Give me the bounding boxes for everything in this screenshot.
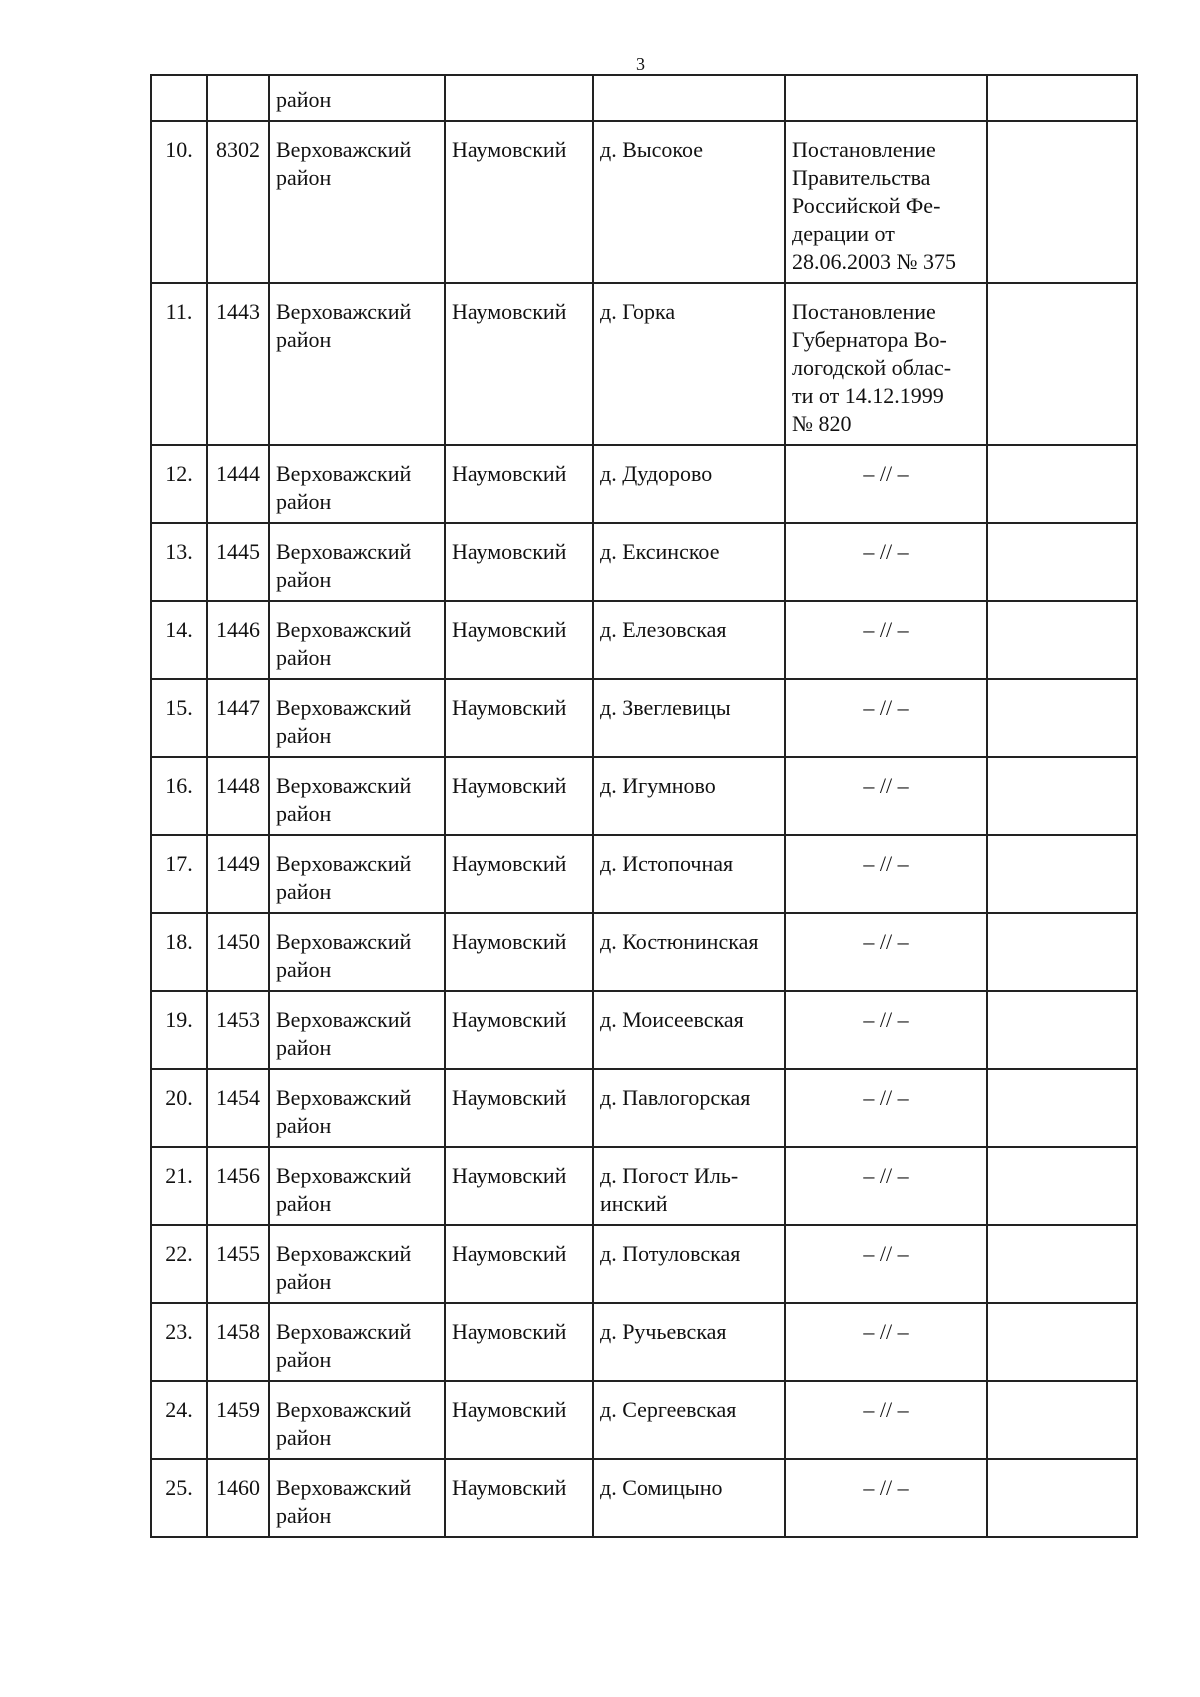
- settlement-name: Наумовский: [445, 1147, 593, 1225]
- document-line: – // –: [863, 851, 909, 876]
- notes-cell: [987, 679, 1137, 757]
- row-number: 25.: [151, 1459, 207, 1537]
- table-row: [151, 1381, 1137, 1459]
- district-name: Верховажский район: [269, 1147, 445, 1225]
- document-reference: [785, 523, 987, 601]
- table-row: [151, 991, 1137, 1069]
- document-line: – // –: [863, 773, 909, 798]
- row-number: 16.: [151, 757, 207, 835]
- object-code: 1445: [207, 523, 269, 601]
- object-code: 1455: [207, 1225, 269, 1303]
- object-code: 1446: [207, 601, 269, 679]
- row-number: 21.: [151, 1147, 207, 1225]
- document-reference: [785, 121, 987, 283]
- notes-cell: [987, 523, 1137, 601]
- table-row: [151, 835, 1137, 913]
- row-number: 24.: [151, 1381, 207, 1459]
- object-code: 1458: [207, 1303, 269, 1381]
- document-reference: [785, 991, 987, 1069]
- row-number: 10.: [151, 121, 207, 283]
- settlement-name: Наумовский: [445, 121, 593, 283]
- settlement-name: Наумовский: [445, 679, 593, 757]
- cell-notes: [987, 75, 1137, 121]
- notes-cell: [987, 913, 1137, 991]
- locality-name: д. Погост Иль-инский: [593, 1147, 785, 1225]
- table-row: [151, 1225, 1137, 1303]
- notes-cell: [987, 991, 1137, 1069]
- table-row: [151, 121, 1137, 283]
- row-number: 12.: [151, 445, 207, 523]
- document-line: – // –: [863, 1085, 909, 1110]
- settlement-name: Наумовский: [445, 283, 593, 445]
- settlement-name: Наумовский: [445, 757, 593, 835]
- settlement-name: Наумовский: [445, 523, 593, 601]
- table-row: [151, 601, 1137, 679]
- locality-name: д. Ексинское: [593, 523, 785, 601]
- document-line: – // –: [863, 695, 909, 720]
- notes-cell: [987, 445, 1137, 523]
- district-name: Верховажский район: [269, 679, 445, 757]
- cell-locality: [593, 75, 785, 121]
- document-reference: [785, 1459, 987, 1537]
- row-number: 11.: [151, 283, 207, 445]
- locality-name: д. Ручьевская: [593, 1303, 785, 1381]
- locality-name: д. Моисеевская: [593, 991, 785, 1069]
- row-number: 20.: [151, 1069, 207, 1147]
- document-line: 28.06.2003 № 375: [792, 249, 956, 274]
- row-number: 14.: [151, 601, 207, 679]
- object-code: 1443: [207, 283, 269, 445]
- registry-table: [150, 74, 1138, 1538]
- district-name: Верховажский район: [269, 991, 445, 1069]
- document-line: – // –: [863, 539, 909, 564]
- document-line: Российской Фе-: [792, 193, 941, 218]
- document-line: – // –: [863, 461, 909, 486]
- notes-cell: [987, 1303, 1137, 1381]
- locality-name: д. Елезовская: [593, 601, 785, 679]
- district-name: Верховажский район: [269, 601, 445, 679]
- document-line: – // –: [863, 1163, 909, 1188]
- table-row: [151, 1147, 1137, 1225]
- settlement-name: Наумовский: [445, 1225, 593, 1303]
- row-number: 17.: [151, 835, 207, 913]
- document-line: – // –: [863, 1397, 909, 1422]
- locality-name: д. Высокое: [593, 121, 785, 283]
- table-row: [151, 1069, 1137, 1147]
- document-line: Постановление: [792, 137, 936, 162]
- cell-settlement: [445, 75, 593, 121]
- cell-code: [207, 75, 269, 121]
- cell-district: район: [269, 75, 445, 121]
- table-row: [151, 913, 1137, 991]
- district-name: Верховажский район: [269, 1069, 445, 1147]
- document-reference: [785, 913, 987, 991]
- district-name: Верховажский район: [269, 757, 445, 835]
- table-row: [151, 523, 1137, 601]
- table-row: [151, 757, 1137, 835]
- notes-cell: [987, 1459, 1137, 1537]
- document-reference: [785, 1225, 987, 1303]
- row-number: 19.: [151, 991, 207, 1069]
- document-reference: [785, 1069, 987, 1147]
- notes-cell: [987, 757, 1137, 835]
- object-code: 1449: [207, 835, 269, 913]
- document-line: – // –: [863, 1241, 909, 1266]
- locality-name: д. Горка: [593, 283, 785, 445]
- document-reference: [785, 601, 987, 679]
- object-code: 1460: [207, 1459, 269, 1537]
- locality-name: д. Костюнинская: [593, 913, 785, 991]
- district-name: Верховажский район: [269, 913, 445, 991]
- document-line: – // –: [863, 617, 909, 642]
- settlement-name: Наумовский: [445, 445, 593, 523]
- object-code: 1447: [207, 679, 269, 757]
- settlement-name: Наумовский: [445, 601, 593, 679]
- document-line: № 820: [792, 411, 852, 436]
- locality-name: д. Сомицыно: [593, 1459, 785, 1537]
- object-code: 1456: [207, 1147, 269, 1225]
- table-row: [151, 283, 1137, 445]
- district-name: Верховажский район: [269, 523, 445, 601]
- settlement-name: Наумовский: [445, 1381, 593, 1459]
- document-reference: [785, 1303, 987, 1381]
- document-reference: [785, 835, 987, 913]
- table-row: [151, 1303, 1137, 1381]
- document-line: логодской облас-: [792, 355, 952, 380]
- table-row: [151, 1459, 1137, 1537]
- table-row: [151, 445, 1137, 523]
- document-reference: [785, 445, 987, 523]
- district-name: Верховажский район: [269, 283, 445, 445]
- object-code: 1444: [207, 445, 269, 523]
- document-reference: [785, 283, 987, 445]
- cell-num: [151, 75, 207, 121]
- document-reference: [785, 1147, 987, 1225]
- locality-name: д. Сергеевская: [593, 1381, 785, 1459]
- settlement-name: Наумовский: [445, 1459, 593, 1537]
- object-code: 1454: [207, 1069, 269, 1147]
- notes-cell: [987, 601, 1137, 679]
- district-name: Верховажский район: [269, 445, 445, 523]
- settlement-name: Наумовский: [445, 1303, 593, 1381]
- object-code: 1453: [207, 991, 269, 1069]
- document-reference: [785, 757, 987, 835]
- table-row: [151, 679, 1137, 757]
- settlement-name: Наумовский: [445, 1069, 593, 1147]
- settlement-name: Наумовский: [445, 913, 593, 991]
- locality-name: д. Дудорово: [593, 445, 785, 523]
- document-line: – // –: [863, 1007, 909, 1032]
- settlement-name: Наумовский: [445, 835, 593, 913]
- document-line: Постановление: [792, 299, 936, 324]
- locality-name: д. Игумново: [593, 757, 785, 835]
- notes-cell: [987, 121, 1137, 283]
- locality-name: д. Истопочная: [593, 835, 785, 913]
- row-number: 18.: [151, 913, 207, 991]
- document-line: Правительства: [792, 165, 931, 190]
- object-code: 1459: [207, 1381, 269, 1459]
- document-line: дерации от: [792, 221, 895, 246]
- notes-cell: [987, 283, 1137, 445]
- notes-cell: [987, 1147, 1137, 1225]
- continuation-row: [151, 75, 1137, 121]
- document-line: – // –: [863, 1475, 909, 1500]
- notes-cell: [987, 1069, 1137, 1147]
- row-number: 15.: [151, 679, 207, 757]
- district-name: Верховажский район: [269, 835, 445, 913]
- document-line: – // –: [863, 1319, 909, 1344]
- page-number: 3: [636, 54, 645, 74]
- district-name: Верховажский район: [269, 121, 445, 283]
- document-line: – // –: [863, 929, 909, 954]
- locality-name: д. Павлогорская: [593, 1069, 785, 1147]
- locality-name: д. Потуловская: [593, 1225, 785, 1303]
- notes-cell: [987, 1381, 1137, 1459]
- row-number: 13.: [151, 523, 207, 601]
- document-line: ти от 14.12.1999: [792, 383, 944, 408]
- cell-document: [785, 75, 987, 121]
- district-name: Верховажский район: [269, 1303, 445, 1381]
- district-name: Верховажский район: [269, 1459, 445, 1537]
- district-name: Верховажский район: [269, 1225, 445, 1303]
- object-code: 1448: [207, 757, 269, 835]
- notes-cell: [987, 1225, 1137, 1303]
- document-reference: [785, 679, 987, 757]
- district-name: Верховажский район: [269, 1381, 445, 1459]
- notes-cell: [987, 835, 1137, 913]
- object-code: 1450: [207, 913, 269, 991]
- document-line: Губернатора Во-: [792, 327, 947, 352]
- row-number: 23.: [151, 1303, 207, 1381]
- object-code: 8302: [207, 121, 269, 283]
- row-number: 22.: [151, 1225, 207, 1303]
- locality-name: д. Звеглевицы: [593, 679, 785, 757]
- document-reference: [785, 1381, 987, 1459]
- settlement-name: Наумовский: [445, 991, 593, 1069]
